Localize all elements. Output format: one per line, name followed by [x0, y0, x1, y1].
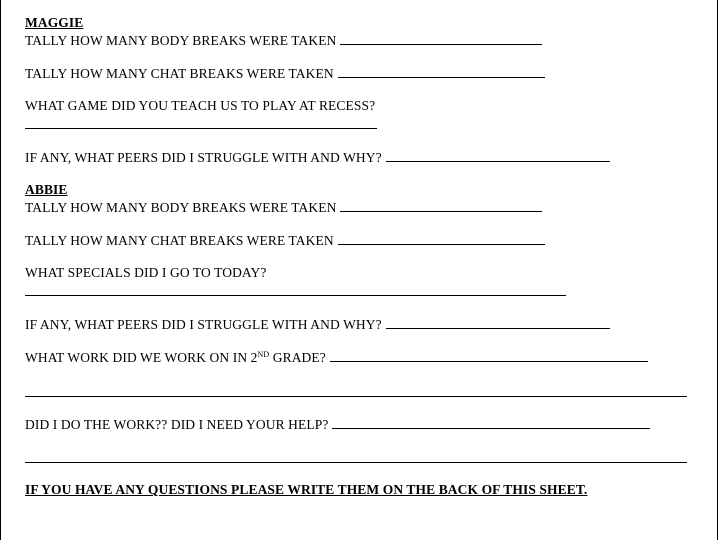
abbie-work-label-prefix: WHAT WORK DID WE WORK ON IN 2	[25, 350, 258, 365]
footer-note: IF YOU HAVE ANY QUESTIONS PLEASE WRITE THEM ON THE BACK OF THIS SHEET.	[25, 482, 588, 497]
maggie-chat-breaks-row	[25, 65, 545, 82]
abbie-peers-row	[25, 316, 610, 333]
abbie-work-row	[25, 349, 648, 366]
abbie-specials-answer-field[interactable]	[25, 295, 566, 296]
maggie-body-breaks-field[interactable]	[340, 32, 542, 45]
abbie-peers-field[interactable]	[386, 316, 610, 329]
abbie-help-field[interactable]	[332, 416, 650, 429]
abbie-help-answer-line[interactable]	[25, 462, 687, 463]
maggie-chat-breaks-field[interactable]	[338, 65, 545, 78]
abbie-name: ABBIE	[25, 182, 68, 197]
abbie-chat-breaks-row	[25, 232, 545, 249]
maggie-peers-label: IF ANY, WHAT PEERS DID I STRUGGLE WITH AND WHY?	[25, 150, 382, 165]
abbie-peers-label: IF ANY, WHAT PEERS DID I STRUGGLE WITH AND WHY?	[25, 317, 382, 332]
abbie-body-breaks-label: TALLY HOW MANY BODY BREAKS WERE TAKEN	[25, 200, 337, 215]
maggie-chat-breaks-label: TALLY HOW MANY CHAT BREAKS WERE TAKEN	[25, 66, 334, 81]
abbie-work-label-sup: ND	[257, 350, 270, 359]
maggie-body-breaks-row	[25, 32, 542, 49]
maggie-body-breaks-label: TALLY HOW MANY BODY BREAKS WERE TAKEN	[25, 33, 337, 48]
abbie-work-field[interactable]	[330, 349, 648, 362]
maggie-peers-field[interactable]	[386, 149, 610, 162]
maggie-game-question: WHAT GAME DID YOU TEACH US TO PLAY AT RECESS?	[25, 98, 376, 113]
abbie-work-answer-line[interactable]	[25, 396, 687, 397]
maggie-peers-row	[25, 149, 610, 166]
abbie-chat-breaks-field[interactable]	[338, 232, 545, 245]
abbie-body-breaks-field[interactable]	[340, 199, 542, 212]
abbie-specials-question: WHAT SPECIALS DID I GO TO TODAY?	[25, 265, 267, 280]
abbie-work-label-suffix: GRADE?	[269, 350, 326, 365]
abbie-help-row	[25, 416, 650, 433]
maggie-game-answer-field[interactable]	[25, 128, 377, 129]
abbie-help-label: DID I DO THE WORK?? DID I NEED YOUR HELP?	[25, 417, 329, 432]
abbie-work-label	[25, 350, 326, 365]
maggie-name: MAGGIE	[25, 15, 84, 30]
abbie-body-breaks-row	[25, 199, 542, 216]
abbie-chat-breaks-label: TALLY HOW MANY CHAT BREAKS WERE TAKEN	[25, 233, 334, 248]
